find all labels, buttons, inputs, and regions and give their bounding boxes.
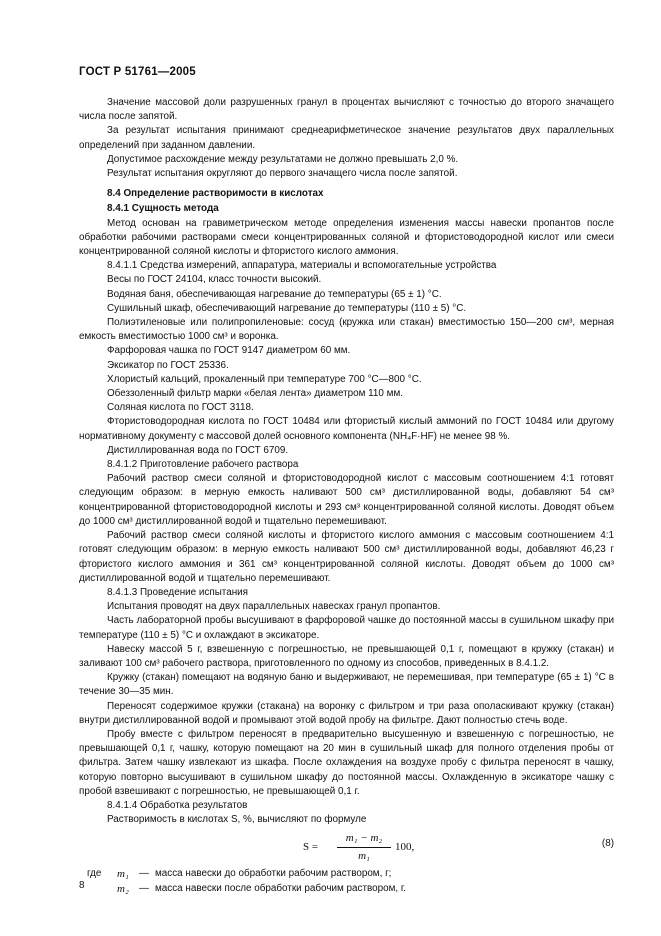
- where-label: где: [87, 868, 102, 880]
- standard-header: ГОСТ Р 51761—2005: [79, 66, 196, 78]
- formula-fraction: [337, 831, 391, 862]
- where-row: [79, 867, 614, 882]
- formula-number: (8): [601, 838, 614, 850]
- formula-denominator: m₁: [358, 849, 370, 862]
- where-text: масса навески после обработки рабочим раствором, г.: [155, 883, 406, 895]
- test-paragraph: Часть лабораторной пробы высушивают в фарфоровой чашке до постоянной массы в сушильном шкафу при температуре (110 ± 5) °С и охлаждают в эксикаторе.: [79, 615, 614, 641]
- where-text: масса навески до обработки рабочим раствором, г;: [155, 868, 392, 880]
- formula-8: [79, 831, 614, 861]
- document-body: [79, 96, 614, 897]
- subsection-heading-8-4-1-2: 8.4.1.2 Приготовление рабочего раствора: [107, 459, 299, 471]
- equipment-item: Весы по ГОСТ 24104, класс точности высокий.: [107, 274, 322, 286]
- where-symbol: m₂: [117, 883, 129, 896]
- formula-rest: 100,: [395, 841, 415, 854]
- equipment-item: Дистиллированная вода по ГОСТ 6709.: [107, 444, 289, 456]
- equipment-item: Соляная кислота по ГОСТ 3118.: [107, 402, 254, 414]
- equipment-item: Эксикатор по ГОСТ 25336.: [107, 359, 229, 371]
- equipment-item: Фтористоводородная кислота по ГОСТ 10484 или фтористый кислый аммоний по ГОСТ 10484 или другому нормативному документу с массовой долей основного компонента (NH₄F·HF) не менее 98 %.: [79, 416, 614, 442]
- equipment-item: Полиэтиленовые или полипропиленовые: сосуд (кружка или стакан) вместимостью 150—200 см³, мерная емкость вместимостью 1000 см³ и воронка.: [79, 317, 614, 343]
- test-paragraph: Пробу вместе с фильтром переносят в предварительно высушенную и взвешенную с погрешностью, не превышающей 0,1 г, чашку, которую помещают на 20 мин в сушильный шкаф для полного отделения пробы от фильтра. Затем чашку извлекают из шкафа. После охлаждения на воздухе пробу с фильтра переносят в чашку, которую повторно высушивают в сушильном шкафу до постоянной массы. Охлажденную в эксикаторе чашку с пробой взвешивают с погрешностью, не превышающей 0,1 г.: [79, 728, 614, 797]
- equipment-item: Сушильный шкаф, обеспечивающий нагревание до температуры (110 ± 5) °С.: [107, 302, 467, 314]
- subsection-heading-8-4-1-4: 8.4.1.4 Обработка результатов: [107, 799, 248, 811]
- paragraph: За результат испытания принимают среднеарифметическое значение результатов двух параллельных определений при заданном давлении.: [79, 125, 614, 151]
- where-symbol: m₁: [117, 868, 129, 881]
- test-paragraph: Навеску массой 5 г, взвешенную с погрешностью, не превышающей 0,1 г, помещают в кружку (стакан) и заливают 100 см³ рабочего раствора, приготовленного по одному из способов, приведенных в 8.4.1.2.: [79, 643, 614, 669]
- paragraph: Результат испытания округляют до первого значащего числа после запятой.: [107, 168, 458, 180]
- formula-lhs: S =: [303, 841, 319, 854]
- test-paragraph: Кружку (стакан) помещают на водяную баню и выдерживают, не перемешивая, при температуре (65 ± 1) °С в течение 30—35 мин.: [79, 672, 614, 698]
- where-dash: —: [139, 868, 149, 880]
- equipment-item: Водяная баня, обеспечивающая нагревание до температуры (65 ± 1) °С.: [107, 288, 442, 300]
- subsection-heading-8-4-1-3: 8.4.1.3 Проведение испытания: [107, 586, 249, 598]
- section-heading-8-4: 8.4 Определение растворимости в кислотах: [107, 188, 324, 200]
- section-heading-8-4-1: 8.4.1 Сущность метода: [107, 203, 219, 215]
- page-number: 8: [79, 880, 85, 891]
- results-paragraph: Растворимость в кислотах S, %, вычисляют по формуле: [107, 814, 367, 826]
- where-row: [79, 882, 614, 897]
- equipment-item: Обеззоленный фильтр марки «белая лента» диаметром 110 мм.: [107, 388, 403, 400]
- paragraph: Значение массовой доли разрушенных гранул в процентах вычисляют с точностью до второго значащего числа после запятой.: [79, 97, 614, 123]
- equipment-item: Хлористый кальций, прокаленный при температуре 700 °С—800 °С.: [107, 373, 422, 385]
- paragraph: Допустимое расхождение между результатами не должно превышать 2,0 %.: [107, 153, 459, 165]
- where-block: [79, 867, 614, 897]
- subsection-heading-8-4-1-1: 8.4.1.1 Средства измерений, аппаратура, материалы и вспомогательные устройства: [107, 260, 497, 272]
- test-paragraph: Испытания проводят на двух параллельных навесках гранул пропантов.: [107, 601, 441, 613]
- test-paragraph: Переносят содержимое кружки (стакана) на воронку с фильтром и три раза ополаскивают кружку (стакан) внутри дистиллированной водой и промывают этой водой пробу на фильтре. Дают полностью стечь воде.: [79, 700, 614, 726]
- equipment-item: Фарфоровая чашка по ГОСТ 9147 диаметром 60 мм.: [107, 345, 351, 357]
- method-paragraph: Метод основан на гравиметрическом методе определения изменения массы навески пропантов после обработки рабочими растворами смеси концентрированных соляной и фтористоводородной кислот или смеси концентрированной соляной кислоты и фтористого кислого аммония.: [79, 217, 614, 258]
- where-dash: —: [139, 883, 149, 895]
- prep-paragraph: Рабочий раствор смеси соляной и фтористоводородной кислот с массовым соотношением 4:1 готовят следующим образом: в мерную емкость наливают 500 см³ дистиллированной воды, добавляют 54 см³ концентрированной фтористоводородной кислоты и 293 см³ концентрированной соляной кислоты. Доводят объем до 1000 см³ дистиллированной водой и тщательно перемешивают.: [79, 473, 614, 527]
- formula-numerator: m₁ − m₂: [337, 831, 391, 847]
- prep-paragraph: Рабочий раствор смеси соляной кислоты и фтористого кислого аммония с массовым соотношением 4:1 готовят следующим образом: в мерную емкость наливают 500 см³ дистиллированной воды, добавляют 46,23 г фтористого кислого аммония и 361 см³ концентрированной соляной кислоты. Доводят объем до 1000 см³ дистиллированной водой и тщательно перемешивают.: [79, 530, 614, 584]
